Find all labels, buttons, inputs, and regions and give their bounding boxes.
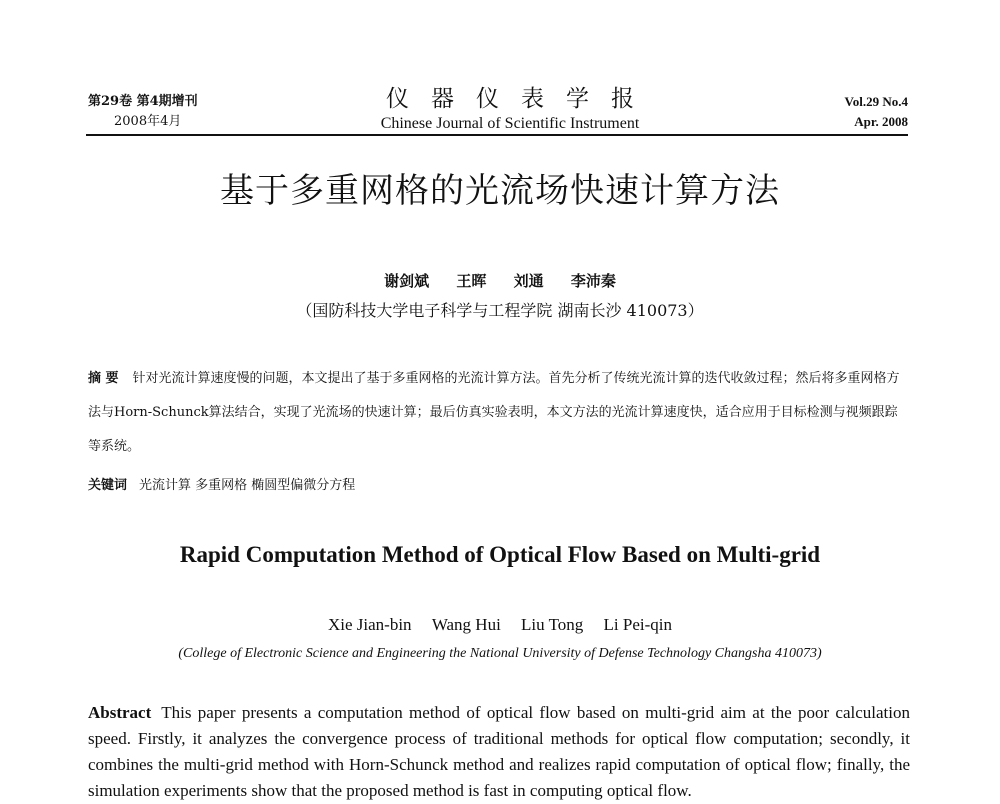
journal-name [330, 84, 690, 134]
abstract-text-en: This paper presents a computation method of optical flow based on multi-grid aim at the poor calculation speed. Firstly, it analyzes the convergence process of traditional methods for optical flow computation; secondly, it combines the multi-grid method with Horn-Schunck method and realizes rapid computation of optical flow; finally, the simulation experiments show that the proposed method is fast in computing optical flow. [88, 703, 910, 800]
keywords-label-cn: 关键词 [88, 478, 128, 493]
keywords-text-cn: 光流计算 多重网格 椭圆型偏微分方程 [139, 478, 356, 493]
author-en: Liu Tong [521, 615, 584, 634]
author-en: Xie Jian-bin [327, 615, 412, 634]
volume-issue: 第29卷 第4期增刊 [88, 94, 198, 109]
author-cn: 王晖 [456, 272, 487, 290]
abstract-label-cn: 摘 要 [88, 371, 119, 386]
author-en: Li Pei-qin [603, 615, 673, 634]
author-cn: 李沛秦 [570, 272, 616, 290]
header-rule [86, 134, 908, 136]
abstract-label-en: Abstract [88, 703, 152, 722]
authors-cn [0, 271, 1000, 291]
affiliation-en: (College of Electronic Science and Engineering the National University of Defense Technology Changsha 410073) [178, 646, 822, 661]
journal-volume-info [88, 92, 198, 132]
volume-number-en: Vol.29 No.4 [844, 94, 908, 109]
issue-date-cn: 2008年4月 [114, 114, 182, 129]
author-cn: 谢剑斌 [384, 272, 430, 290]
affiliation-cn: （国防科技大学电子科学与工程学院 湖南长沙 410073） [296, 301, 704, 320]
keywords-cn [88, 475, 355, 497]
journal-name-en: Chinese Journal of Scientific Instrument [380, 115, 640, 132]
abstract-en [88, 700, 910, 804]
paper-title-cn: 基于多重网格的光流场快速计算方法 [220, 171, 780, 211]
issue-date-en: Apr. 2008 [854, 114, 908, 129]
abstract-cn [88, 362, 910, 464]
paper-title-en: Rapid Computation Method of Optical Flow Based on Multi-grid [179, 542, 821, 567]
author-cn: 刘通 [513, 272, 544, 290]
journal-name-cn: 仪器仪表学报 [386, 86, 656, 112]
abstract-text-cn: 针对光流计算速度慢的问题，本文提出了基于多重网格的光流计算方法。首先分析了传统光流计算的迭代收敛过程；然后将多重网格方法与Horn-Schunck算法结合，实现了光流场的快速计算；最后仿真实验表明，本文方法的光流计算速度快，适合应用于目标检测与视频跟踪等系统。 [88, 371, 900, 454]
author-en: Wang Hui [431, 615, 501, 634]
authors-en [0, 614, 1000, 636]
journal-volume-info-en [845, 92, 908, 132]
